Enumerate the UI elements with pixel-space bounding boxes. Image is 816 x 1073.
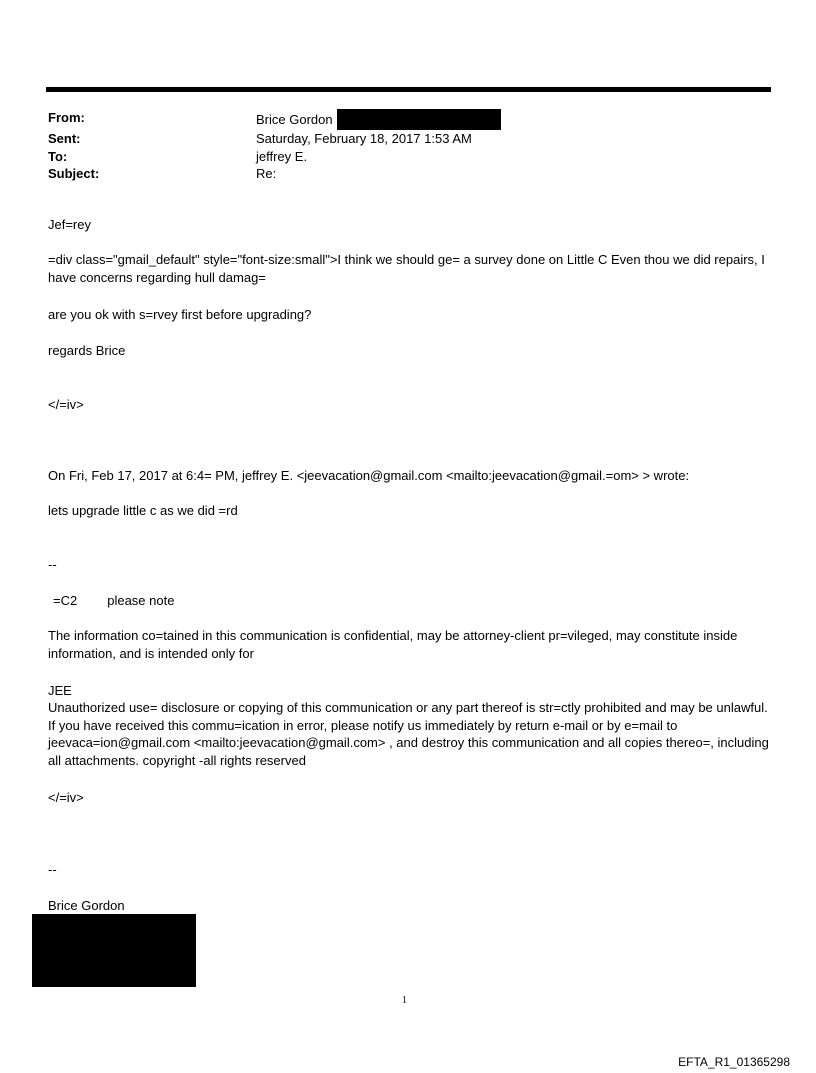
note-text: please note [107, 593, 175, 608]
to-label: To: [48, 148, 68, 164]
from-value-group [256, 109, 501, 130]
sent-row [48, 130, 501, 148]
sent-label: Sent: [48, 131, 81, 146]
from-email-redaction [337, 109, 501, 130]
subject-value: Re: [256, 166, 277, 181]
quote-header: On Fri, Feb 17, 2017 at 6:4= PM, jeffrey E. <jeevacation@gmail.com <mailto:jeevacation@gmail.=om> > wrote: [48, 468, 690, 483]
signature-redaction [32, 914, 196, 987]
from-value: Brice Gordon [256, 111, 333, 127]
closing: regards Brice [48, 343, 126, 358]
subject-label: Subject: [48, 166, 100, 181]
email-header [48, 109, 501, 183]
greeting: Jef=rey [48, 217, 91, 232]
div-close-1: </=iv> [48, 397, 84, 412]
separator-1: -- [48, 557, 57, 572]
from-row [48, 109, 501, 130]
bates-number: EFTA_R1_01365298 [678, 1055, 790, 1069]
signature-name: Brice Gordon [48, 898, 125, 913]
unauthorized-use-notice: Unauthorized use= disclosure or copying of this communication or any part thereof is str=ctly prohibited and may be unlawful. If you have received this commu=ication in error, please notify us immediately by return e-mail or by e=mail to jeevaca=ion@gmail.com <mailto:jeevacation@gmail.com> , and destroy this communication and all copies thereo=, including all attachments. copyright -all rights reserved [48, 700, 773, 768]
jee-label: JEE [48, 683, 72, 698]
subject-row [48, 165, 501, 183]
quote-body: lets upgrade little c as we did =rd [48, 503, 238, 518]
body-paragraph-2: are you ok with s=rvey first before upgrading? [48, 307, 312, 322]
to-row [48, 148, 501, 166]
note-prefix: =C2 [53, 593, 78, 608]
page-number: 1 [402, 995, 407, 1006]
header-rule [46, 87, 771, 92]
div-close-2: </=iv> [48, 790, 84, 805]
confidentiality-notice: The information co=tained in this communication is confidential, may be attorney-client pr=vileged, may constitute inside information, and is intended only for [48, 628, 741, 661]
body-paragraph-1: =div class="gmail_default" style="font-size:small">I think we should ge= a survey done on Little C Even thou we did repairs, I have concerns regarding hull damag= [48, 252, 769, 285]
to-value: jeffrey E. [256, 148, 308, 164]
separator-2: -- [48, 862, 57, 877]
sent-value: Saturday, February 18, 2017 1:53 AM [256, 131, 472, 146]
note-line [53, 592, 779, 610]
from-label: From: [48, 110, 85, 125]
